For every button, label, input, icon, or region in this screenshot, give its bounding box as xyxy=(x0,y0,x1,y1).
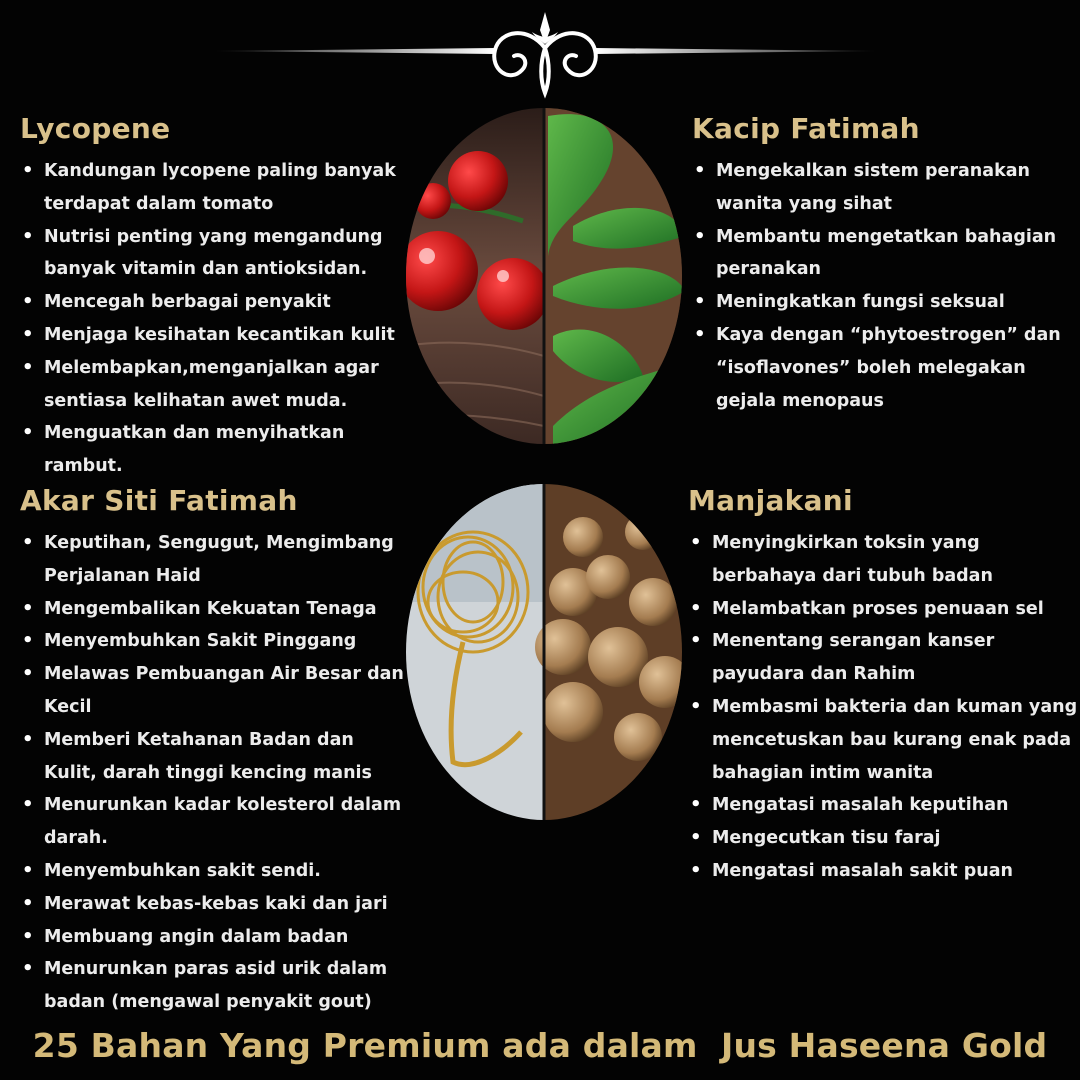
tomato-and-leaves-photo xyxy=(403,106,685,446)
list-item: • Menyingkirkan toksin yang berbahaya dari tubuh badan xyxy=(688,527,1078,593)
list-item: • Melambatkan proses penuaan sel xyxy=(688,593,1078,626)
list-item: • Keputihan, Sengugut, Mengimbang Perjalanan Haid xyxy=(20,527,410,593)
list-item: • Mengembalikan Kekuatan Tenaga xyxy=(20,593,410,626)
fleur-de-lis-divider-icon xyxy=(210,8,880,103)
footer-tagline: 25 Bahan Yang Premium ada dalam Jus Haseena Gold xyxy=(32,1026,1048,1065)
kacip-fatimah-list xyxy=(692,155,1072,417)
list-item: • Menjaga kesihatan kecantikan kulit xyxy=(20,319,420,352)
list-item: • Melawas Pembuangan Air Besar dan Kecil xyxy=(20,658,410,724)
list-item: • Mengekalkan sistem peranakan wanita yang sihat xyxy=(692,155,1072,221)
list-item: • Membantu mengetatkan bahagian peranakan xyxy=(692,221,1072,287)
akar-siti-fatimah-section xyxy=(20,484,410,1019)
root-and-nuts-photo xyxy=(403,482,685,822)
kacip-fatimah-heading: Kacip Fatimah xyxy=(692,112,920,145)
manjakani-heading: Manjakani xyxy=(688,484,853,517)
list-item: • Menyembuhkan Sakit Pinggang xyxy=(20,625,410,658)
list-item: • Mengatasi masalah keputihan xyxy=(688,789,1078,822)
akar-siti-fatimah-list xyxy=(20,527,410,1019)
list-item: • Meningkatkan fungsi seksual xyxy=(692,286,1072,319)
list-item: • Mengecutkan tisu faraj xyxy=(688,822,1078,855)
list-item: • Membuang angin dalam badan xyxy=(20,921,410,954)
list-item: • Mengatasi masalah sakit puan xyxy=(688,855,1078,888)
list-item: • Menurunkan paras asid urik dalam badan (mengawal penyakit gout) xyxy=(20,953,410,1019)
list-item: • Nutrisi penting yang mengandung banyak vitamin dan antioksidan. xyxy=(20,221,420,287)
list-item: • Melembapkan,menganjalkan agar sentiasa kelihatan awet muda. xyxy=(20,352,420,418)
manjakani-list xyxy=(688,527,1078,888)
akar-siti-fatimah-heading: Akar Siti Fatimah xyxy=(20,484,298,517)
list-item: • Memberi Ketahanan Badan dan Kulit, darah tinggi kencing manis xyxy=(20,724,410,790)
list-item: • Kandungan lycopene paling banyak terdapat dalam tomato xyxy=(20,155,420,221)
lycopene-section xyxy=(20,112,420,483)
list-item: • Membasmi bakteria dan kuman yang mencetuskan bau kurang enak pada bahagian intim wanita xyxy=(688,691,1078,789)
lycopene-heading: Lycopene xyxy=(20,112,171,145)
manjakani-section xyxy=(688,484,1078,888)
list-item: • Merawat kebas-kebas kaki dan jari xyxy=(20,888,410,921)
list-item: • Menentang serangan kanser payudara dan Rahim xyxy=(688,625,1078,691)
list-item: • Menyembuhkan sakit sendi. xyxy=(20,855,410,888)
list-item: • Menurunkan kadar kolesterol dalam darah. xyxy=(20,789,410,855)
list-item: • Kaya dengan “phytoestrogen” dan “isoflavones” boleh melegakan gejala menopaus xyxy=(692,319,1072,417)
list-item: • Mencegah berbagai penyakit xyxy=(20,286,420,319)
list-item: • Menguatkan dan menyihatkan rambut. xyxy=(20,417,420,483)
lycopene-list xyxy=(20,155,420,483)
kacip-fatimah-section xyxy=(692,112,1072,417)
